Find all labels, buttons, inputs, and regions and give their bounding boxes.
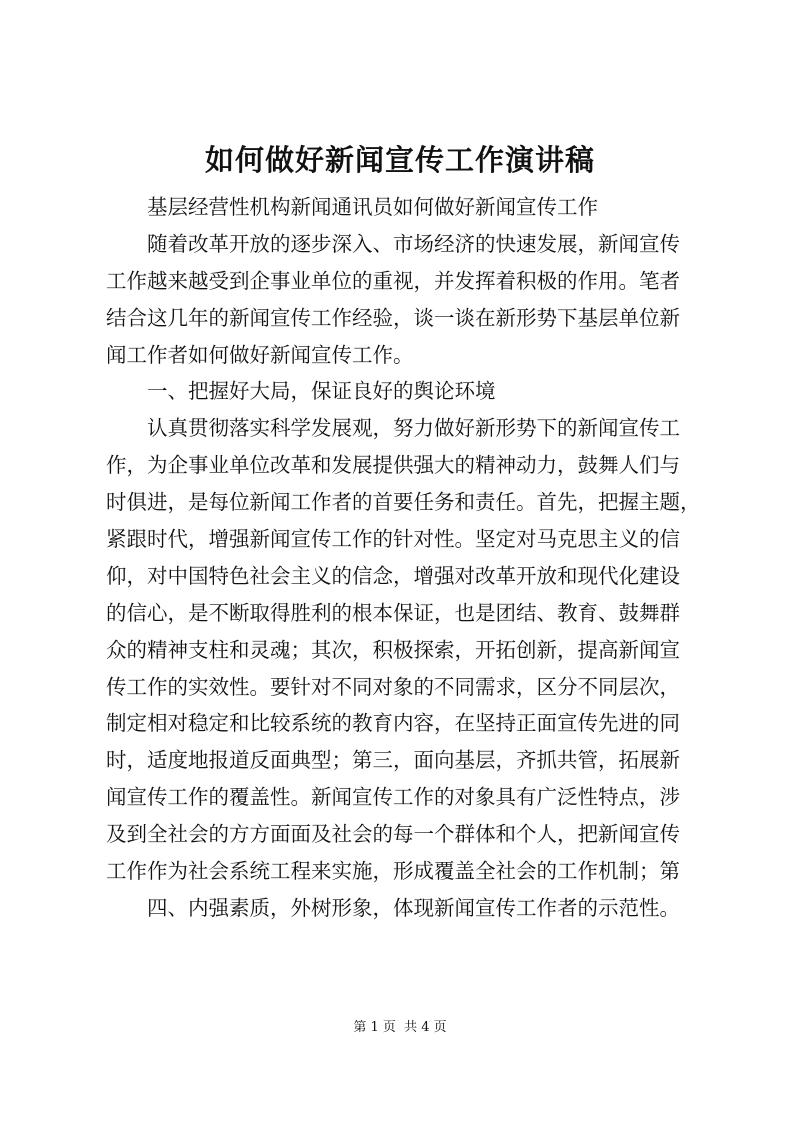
body-line: 工作越来越受到企事业单位的重视，并发挥着积极的作用。笔者	[106, 268, 680, 293]
body-line: 认真贯彻落实科学发展观，努力做好新形势下的新闻宣传工	[147, 416, 680, 441]
body-line: 工作作为社会系统工程来实施，形成覆盖全社会的工作机制；第	[106, 859, 680, 884]
body-line: 及到全社会的方方面面及社会的每一个群体和个人，把新闻宣传	[106, 822, 680, 847]
body-line: 制定相对稳定和比较系统的教育内容，在坚持正面宣传先进的同	[106, 711, 680, 736]
page-number: 第 1 页	[353, 1020, 396, 1035]
body-line: 四、内强素质，外树形象，体现新闻宣传工作者的示范性。	[147, 895, 680, 920]
body-line: 紧跟时代，增强新闻宣传工作的针对性。坚定对马克思主义的信	[106, 527, 680, 552]
body-line: 时，适度地报道反面典型；第三，面向基层，齐抓共管，拓展新	[106, 748, 680, 773]
body-line: 随着改革开放的逐步深入、市场经济的快速发展，新闻宣传	[147, 231, 680, 256]
body-line: 众的精神支柱和灵魂；其次，积极探索，开拓创新，提高新闻宣	[106, 637, 680, 662]
body-line: 结合这几年的新闻宣传工作经验，谈一谈在新形势下基层单位新	[106, 305, 680, 330]
document-title: 如何做好新闻宣传工作演讲稿	[204, 143, 595, 177]
body-line: 基层经营性机构新闻通讯员如何做好新闻宣传工作	[147, 195, 598, 219]
body-line: 时俱进，是每位新闻工作者的首要任务和责任。首先，把握主题，	[106, 490, 701, 515]
section-heading: 一、把握好大局，保证良好的舆论环境	[147, 379, 496, 404]
body-line: 闻宣传工作的覆盖性。新闻宣传工作的对象具有广泛性特点，涉	[106, 785, 680, 810]
page-total: 共 4 页	[404, 1020, 447, 1035]
body-line: 传工作的实效性。要针对不同对象的不同需求，区分不同层次，	[106, 674, 680, 699]
document-body	[106, 189, 710, 927]
body-line: 作，为企事业单位改革和发展提供强大的精神动力，鼓舞人们与	[106, 453, 680, 478]
body-line: 闻工作者如何做好新闻宣传工作。	[106, 342, 414, 367]
body-line: 仰，对中国特色社会主义的信念，增强对改革开放和现代化建设	[106, 563, 680, 588]
page-footer	[0, 1018, 800, 1038]
body-line: 的信心，是不断取得胜利的根本保证，也是团结、教育、鼓舞群	[106, 600, 680, 625]
